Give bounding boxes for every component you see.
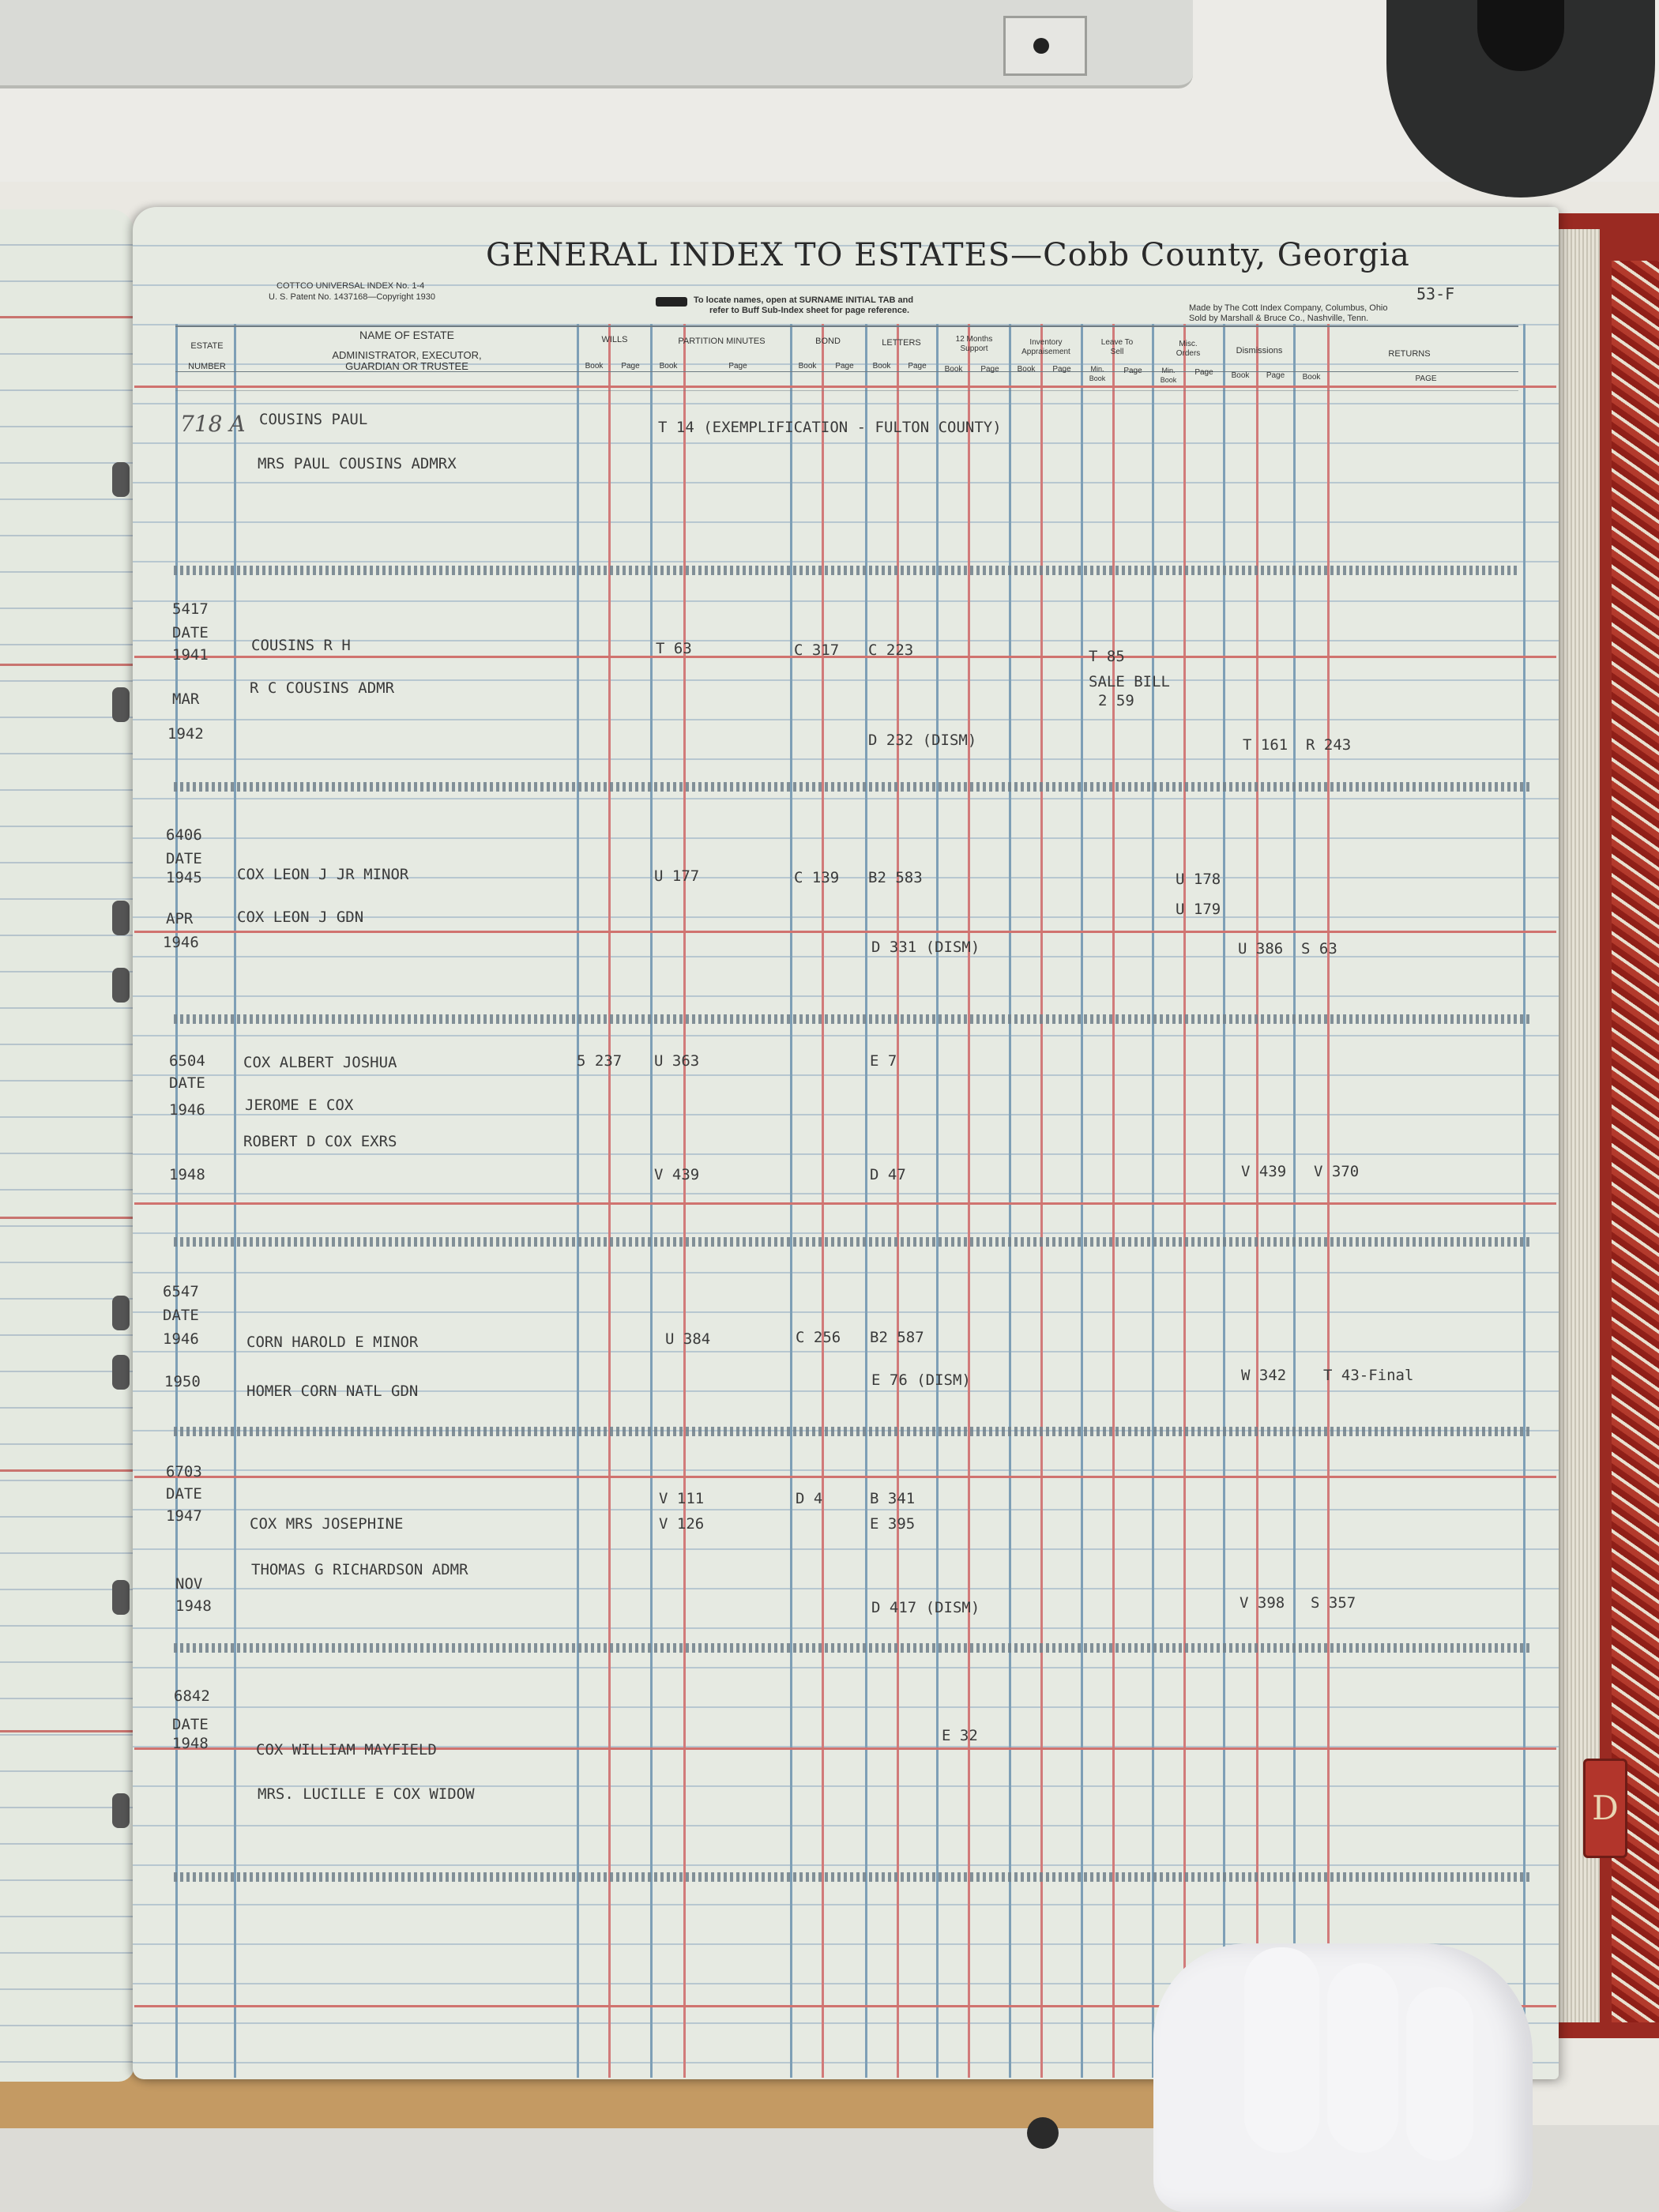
sub-book: Book xyxy=(1302,373,1321,382)
estate-administrator: THOMAS G RICHARDSON ADMR xyxy=(251,1561,468,1578)
letters-entry: C 223 xyxy=(868,641,914,659)
estate-administrator: JEROME E COX xyxy=(245,1097,354,1114)
support-entry: E 32 xyxy=(942,1727,978,1744)
year: 1948 xyxy=(172,1735,209,1752)
col-letters: LETTERS xyxy=(882,338,921,348)
year: 1948 xyxy=(169,1166,205,1183)
column-rule xyxy=(1327,324,1330,2078)
partition-entry: T 14 (EXEMPLIFICATION - FULTON COUNTY) xyxy=(658,419,1002,436)
dismissions-entry: W 342 xyxy=(1241,1367,1287,1384)
entry-separator xyxy=(174,1427,1533,1436)
bond-entry: C 139 xyxy=(794,869,840,886)
column-rule xyxy=(968,324,970,2078)
row-rule xyxy=(134,386,1556,388)
col-wills: WILLS xyxy=(601,335,628,344)
month: NOV xyxy=(175,1575,203,1593)
returns-entry: R 243 xyxy=(1306,736,1352,754)
letters-entry: D 47 xyxy=(870,1166,906,1183)
year: 1947 xyxy=(166,1507,202,1525)
column-rule xyxy=(1183,324,1186,2078)
col-support: Support xyxy=(960,344,988,353)
left-page-rule xyxy=(0,1730,134,1732)
col-returns: RETURNS xyxy=(1388,349,1431,359)
dismissions-entry: U 386 xyxy=(1238,940,1284,957)
entry-separator xyxy=(174,566,1517,575)
col-inventory: Appraisement xyxy=(1021,348,1070,356)
column-rule xyxy=(822,324,824,2078)
letters-entry: B 341 xyxy=(870,1490,916,1507)
column-rule xyxy=(577,324,579,2078)
year: 1942 xyxy=(167,725,204,743)
month: MAR xyxy=(172,690,200,708)
column-rule xyxy=(1152,324,1154,2078)
sub-page: Page xyxy=(908,362,927,371)
partition-entry: U 384 xyxy=(665,1330,711,1348)
date-label: DATE xyxy=(172,624,209,641)
binder-ring xyxy=(112,462,130,497)
partition-entry: V 439 xyxy=(654,1166,700,1183)
left-page-rule xyxy=(0,316,134,318)
left-page-rule xyxy=(0,1217,134,1219)
column-rule xyxy=(1040,324,1043,2078)
pointing-hand-icon xyxy=(656,297,687,307)
column-rule xyxy=(608,324,611,2078)
returns-entry: T 43-Final xyxy=(1323,1367,1414,1384)
binder-ring xyxy=(112,1355,130,1390)
estate-name: COX ALBERT JOSHUA xyxy=(243,1054,397,1071)
column-rule xyxy=(1081,324,1083,2078)
estate-number: 6703 xyxy=(166,1463,202,1480)
bond-entry: D 4 xyxy=(796,1490,823,1507)
page-number: 53-F xyxy=(1416,284,1455,303)
col-misc-orders: Orders xyxy=(1176,349,1201,358)
col-leave-to-sell: Sell xyxy=(1110,348,1124,356)
sale-bill: SALE BILL xyxy=(1089,673,1170,690)
dismissions-entry: V 398 xyxy=(1240,1594,1285,1612)
instruction-line: refer to Buff Sub-Index sheet for page reference. xyxy=(709,306,910,315)
cradle-screw xyxy=(1027,2117,1059,2149)
entry-separator xyxy=(174,1643,1533,1653)
estate-number: 6842 xyxy=(174,1687,210,1705)
sub-page: Page xyxy=(728,362,747,371)
sub-page: Page xyxy=(980,365,999,374)
header-rule xyxy=(175,390,1518,391)
sub-page: Page xyxy=(1123,367,1142,375)
estate-administrator: ROBERT D COX EXRS xyxy=(243,1133,397,1150)
col-bond: BOND xyxy=(815,337,841,346)
index-tab-d[interactable]: D xyxy=(1583,1759,1627,1858)
sub-page: Page xyxy=(1194,368,1213,377)
misc-entry: U 178 xyxy=(1176,871,1221,888)
estate-administrator: MRS. LUCILLE E COX WIDOW xyxy=(258,1785,475,1803)
year: 1948 xyxy=(175,1597,212,1615)
estate-number: 6547 xyxy=(163,1283,199,1300)
binder-ring xyxy=(112,901,130,935)
left-page-rule xyxy=(0,664,134,666)
year: 1941 xyxy=(172,646,209,664)
column-rule xyxy=(1223,324,1225,2078)
column-rule xyxy=(683,324,686,2078)
column-rule xyxy=(234,324,236,2078)
estate-number: 6504 xyxy=(169,1052,205,1070)
col-misc-orders: Misc. xyxy=(1179,340,1198,348)
year: 1946 xyxy=(163,934,199,951)
entry-separator xyxy=(174,782,1533,792)
col-partition: PARTITION MINUTES xyxy=(678,337,766,346)
column-rule xyxy=(175,324,178,2078)
entry-separator xyxy=(174,1014,1533,1024)
leave-entry: T 85 xyxy=(1089,648,1125,665)
column-rule xyxy=(1523,324,1525,2078)
estate-name: COX MRS JOSEPHINE xyxy=(250,1515,404,1533)
maker-line: Sold by Marshall & Bruce Co., Nashville, Tenn. xyxy=(1189,314,1369,323)
year: 1946 xyxy=(169,1101,205,1119)
glove-finger xyxy=(1406,1987,1473,2161)
letters-dism: D 417 (DISM) xyxy=(871,1599,980,1616)
glove-finger xyxy=(1244,1947,1319,2153)
date-label: DATE xyxy=(166,1485,202,1503)
col-leave-to-sell: Leave To xyxy=(1100,338,1134,347)
column-rule xyxy=(1009,324,1011,2078)
glove-finger xyxy=(1327,1963,1398,2153)
returns-entry: V 370 xyxy=(1314,1163,1360,1180)
date-label: DATE xyxy=(163,1307,199,1324)
column-rule xyxy=(1293,324,1296,2078)
letters-dism: D 331 (DISM) xyxy=(871,939,980,956)
estate-name: COUSINS PAUL xyxy=(259,411,368,428)
year: 1950 xyxy=(164,1373,201,1390)
col-dismissions: Dismissions xyxy=(1236,346,1283,356)
estate-name: COUSINS R H xyxy=(251,637,351,654)
row-rule xyxy=(134,1202,1556,1205)
col-name-of-estate: NAME OF ESTATE xyxy=(359,329,455,341)
sub-book: Book xyxy=(798,362,817,371)
patent-line: U. S. Patent No. 1437168—Copyright 1930 xyxy=(269,292,435,302)
sub-page: PAGE xyxy=(1415,374,1437,383)
date-label: DATE xyxy=(166,850,202,867)
binder-ring xyxy=(112,1580,130,1615)
maker-line: Made by The Cott Index Company, Columbus, Ohio xyxy=(1189,303,1388,313)
returns-entry: S 357 xyxy=(1311,1594,1356,1612)
header-rule xyxy=(175,325,1518,327)
partition-entry: V 126 xyxy=(659,1515,705,1533)
wills-entry: 5 237 xyxy=(577,1052,623,1070)
sub-book: Book xyxy=(1231,371,1250,380)
sub-min-book: Book xyxy=(1089,374,1106,382)
bond-entry: C 256 xyxy=(796,1329,841,1346)
estate-name: COX LEON J JR MINOR xyxy=(237,866,409,883)
sub-book: Book xyxy=(1017,365,1036,374)
estate-administrator: HOMER CORN NATL GDN xyxy=(246,1382,419,1400)
returns-entry: S 63 xyxy=(1301,940,1337,957)
row-rule xyxy=(134,1476,1556,1478)
sub-page: Page xyxy=(1052,365,1071,374)
row-rule xyxy=(134,656,1556,658)
misc-entry: U 179 xyxy=(1176,901,1221,918)
estate-name: COX WILLIAM MAYFIELD xyxy=(256,1741,437,1759)
binder-ring xyxy=(112,968,130,1003)
col-estate-number: NUMBER xyxy=(188,362,226,371)
letters-entry: E 395 xyxy=(870,1515,916,1533)
estate-number: 5417 xyxy=(172,600,209,618)
sub-page: Page xyxy=(835,362,854,371)
date-label: DATE xyxy=(172,1716,209,1733)
partition-entry: U 363 xyxy=(654,1052,700,1070)
sub-page: Page xyxy=(621,362,640,371)
scanner-button xyxy=(1033,38,1049,54)
sub-min-book: Min. xyxy=(1090,365,1104,373)
form-number: COTTCO UNIVERSAL INDEX No. 1-4 xyxy=(276,281,425,291)
bond-entry: C 317 xyxy=(794,641,840,659)
col-inventory: Inventory xyxy=(1029,338,1063,347)
letters-dism: D 232 (DISM) xyxy=(868,732,977,749)
dismissions-entry: T 161 xyxy=(1243,736,1288,754)
sub-min-book: Book xyxy=(1160,376,1177,384)
instruction-line: To locate names, open at SURNAME INITIAL TAB and xyxy=(694,295,914,305)
col-name-sub: ADMINISTRATOR, EXECUTOR, xyxy=(332,349,482,361)
estate-number: 6406 xyxy=(166,826,202,844)
col-name-sub: GUARDIAN OR TRUSTEE xyxy=(345,360,468,372)
month: APR xyxy=(166,910,194,927)
row-rule xyxy=(134,931,1556,933)
column-rule xyxy=(865,324,867,2078)
col-estate-number: ESTATE xyxy=(190,341,224,351)
dismissions-entry: V 439 xyxy=(1241,1163,1287,1180)
left-page-rule xyxy=(0,1469,134,1472)
column-rule xyxy=(1112,324,1115,2078)
letters-entry: E 7 xyxy=(870,1052,897,1070)
sub-page: Page xyxy=(1266,371,1285,380)
estate-administrator: COX LEON J GDN xyxy=(237,908,364,926)
estate-administrator: MRS PAUL COUSINS ADMRX xyxy=(258,455,457,472)
estate-number: 718 A xyxy=(180,411,246,437)
column-rule xyxy=(790,324,792,2078)
binder-ring xyxy=(112,1296,130,1330)
entry-separator xyxy=(174,1872,1533,1882)
estate-administrator: R C COUSINS ADMR xyxy=(250,679,395,697)
letters-entry: B2 587 xyxy=(870,1329,924,1346)
sub-book: Book xyxy=(872,362,891,371)
year: 1945 xyxy=(166,869,202,886)
column-rule xyxy=(1256,324,1258,2078)
letters-dism: E 76 (DISM) xyxy=(871,1371,971,1389)
year: 1946 xyxy=(163,1330,199,1348)
binder-ring xyxy=(112,687,130,722)
letters-entry: B2 583 xyxy=(868,869,923,886)
column-rule xyxy=(936,324,939,2078)
partition-entry: T 63 xyxy=(656,640,692,657)
column-rule xyxy=(650,324,653,2078)
partition-entry: V 111 xyxy=(659,1490,705,1507)
date-label: DATE xyxy=(169,1074,205,1092)
column-rule xyxy=(897,324,899,2078)
entry-separator xyxy=(174,1237,1533,1247)
sub-book: Book xyxy=(659,362,678,371)
partition-entry: U 177 xyxy=(654,867,700,885)
estate-name: CORN HAROLD E MINOR xyxy=(246,1334,419,1351)
sub-min-book: Min. xyxy=(1161,367,1176,374)
sub-book: Book xyxy=(585,362,604,371)
page-title: GENERAL INDEX TO ESTATES—Cobb County, Georgia xyxy=(486,237,1410,273)
sale-bill-ref: 2 59 xyxy=(1098,692,1134,709)
sub-book: Book xyxy=(944,365,963,374)
col-support: 12 Months xyxy=(955,335,993,344)
binder-ring xyxy=(112,1793,130,1828)
